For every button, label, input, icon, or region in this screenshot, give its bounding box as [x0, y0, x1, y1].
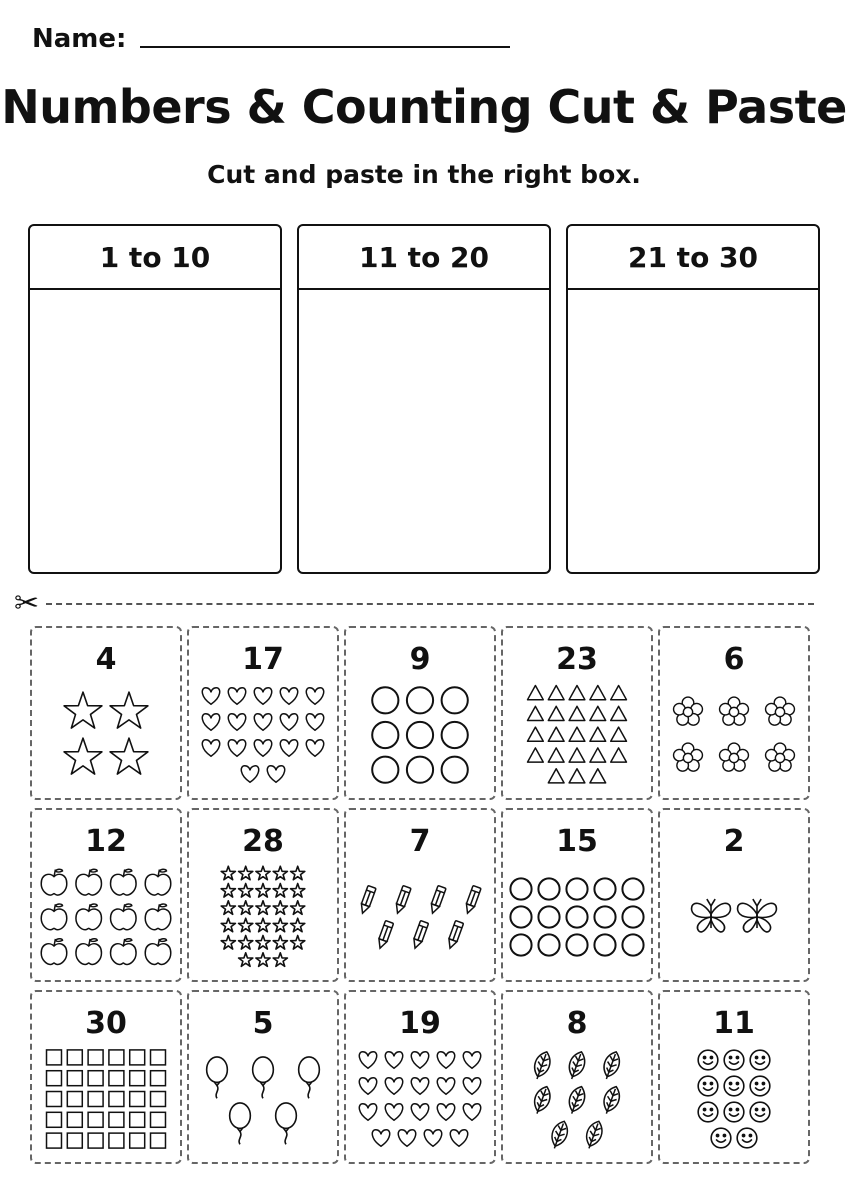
pencil-icon — [411, 921, 428, 950]
heart-icon — [359, 1104, 376, 1120]
apple-icon — [76, 904, 102, 930]
bin-1-to-10[interactable] — [28, 224, 282, 574]
circle-icon — [372, 687, 398, 713]
triangle-icon — [528, 727, 544, 741]
star-icon — [273, 918, 287, 932]
circle-icon — [510, 934, 531, 955]
card-number: 28 — [242, 824, 284, 859]
star-icon — [291, 884, 305, 898]
square-icon — [151, 1133, 166, 1148]
star-icon — [291, 936, 305, 950]
apple-icon — [41, 869, 67, 895]
smiley-icon — [750, 1076, 770, 1096]
smiley-icon — [724, 1050, 744, 1070]
star-icon — [256, 936, 270, 950]
square-icon — [47, 1133, 62, 1148]
card-number: 30 — [85, 1006, 127, 1041]
circle-icon — [407, 722, 433, 748]
square-icon — [109, 1050, 124, 1065]
card-number: 12 — [85, 824, 127, 859]
triangle-icon — [590, 706, 606, 720]
triangle-icon — [548, 769, 564, 783]
card-number: 5 — [252, 1006, 274, 1041]
star-icon — [256, 918, 270, 932]
heart-icon-group — [350, 1044, 490, 1154]
number-card[interactable] — [187, 808, 339, 982]
flower-icon — [720, 743, 749, 771]
balloon-icon — [276, 1103, 297, 1144]
triangle-icon — [569, 769, 585, 783]
leaf-icon — [548, 1119, 571, 1151]
star-icon-group — [193, 862, 333, 972]
balloon-icon-group — [193, 1044, 333, 1154]
circle-icon — [510, 878, 531, 899]
flower-icon — [766, 697, 795, 725]
flower-icon — [766, 743, 795, 771]
triangle-icon — [611, 706, 627, 720]
heart-icon — [385, 1104, 402, 1120]
leaf-icon — [582, 1119, 605, 1151]
triangle-icon — [528, 706, 544, 720]
square-icon — [67, 1092, 82, 1107]
heart-icon — [202, 688, 219, 704]
bin-21-to-30[interactable] — [566, 224, 820, 574]
card-number: 17 — [242, 642, 284, 677]
circle-icon — [407, 687, 433, 713]
heart-icon — [254, 688, 271, 704]
circle-icon — [372, 722, 398, 748]
leaf-icon — [530, 1084, 553, 1116]
number-card[interactable] — [187, 626, 339, 800]
number-card[interactable] — [30, 808, 182, 982]
star-icon — [110, 738, 148, 774]
pencil-icon — [429, 886, 446, 915]
heart-icon — [280, 714, 297, 730]
triangle-icon-group — [507, 680, 647, 790]
number-card[interactable] — [30, 990, 182, 1164]
star-icon — [256, 953, 270, 967]
cut-line — [14, 586, 814, 621]
circle-icon — [538, 878, 559, 899]
square-icon — [130, 1050, 145, 1065]
flower-icon-group — [664, 680, 804, 790]
star-icon — [273, 866, 287, 880]
balloon-icon — [299, 1057, 320, 1098]
circle-icon — [442, 757, 468, 783]
heart-icon — [280, 688, 297, 704]
star-icon — [256, 866, 270, 880]
bin-label: 1 to 10 — [30, 226, 280, 290]
leaf-icon — [565, 1084, 588, 1116]
heart-icon — [280, 740, 297, 756]
circle-icon — [538, 906, 559, 927]
smiley-icon — [698, 1050, 718, 1070]
triangle-icon — [590, 686, 606, 700]
star-icon — [239, 884, 253, 898]
card-number: 7 — [409, 824, 431, 859]
card-number: 4 — [95, 642, 117, 677]
name-label: Name: — [32, 24, 127, 54]
heart-icon — [437, 1078, 454, 1094]
square-icon — [47, 1112, 62, 1127]
circle-icon-group — [507, 862, 647, 972]
pencil-icon — [359, 886, 376, 915]
circle-icon — [372, 757, 398, 783]
number-card[interactable] — [501, 626, 653, 800]
heart-icon — [424, 1130, 441, 1146]
name-field-line[interactable] — [140, 46, 510, 48]
triangle-icon — [548, 686, 564, 700]
star-icon — [64, 738, 102, 774]
star-icon — [221, 901, 235, 915]
triangle-icon — [548, 727, 564, 741]
smiley-icon — [698, 1076, 718, 1096]
heart-icon — [450, 1130, 467, 1146]
apple-icon — [145, 869, 171, 895]
number-card[interactable] — [344, 808, 496, 982]
card-number: 9 — [409, 642, 431, 677]
pencil-icon — [464, 886, 481, 915]
square-icon — [88, 1112, 103, 1127]
leaf-icon — [600, 1049, 623, 1081]
circle-icon — [566, 934, 587, 955]
bin-drop-area[interactable] — [30, 290, 280, 572]
square-icon — [88, 1092, 103, 1107]
apple-icon — [111, 904, 137, 930]
cut-out-cards — [30, 626, 814, 1166]
heart-icon — [306, 740, 323, 756]
square-icon — [130, 1092, 145, 1107]
square-icon — [88, 1133, 103, 1148]
triangle-icon — [569, 748, 585, 762]
heart-icon — [437, 1104, 454, 1120]
bin-label: 21 to 30 — [568, 226, 818, 290]
smiley-icon — [750, 1050, 770, 1070]
page-title: Numbers & Counting Cut & Paste — [1, 80, 847, 134]
star-icon — [273, 884, 287, 898]
leaf-icon — [530, 1049, 553, 1081]
pencil-icon — [446, 921, 463, 950]
heart-icon — [359, 1078, 376, 1094]
star-icon-group — [36, 680, 176, 790]
star-icon — [291, 918, 305, 932]
square-icon — [88, 1050, 103, 1065]
star-icon — [239, 866, 253, 880]
card-number: 11 — [713, 1006, 755, 1041]
number-card[interactable] — [344, 626, 496, 800]
star-icon — [221, 936, 235, 950]
number-card[interactable] — [187, 990, 339, 1164]
star-icon — [239, 901, 253, 915]
smiley-icon — [724, 1102, 744, 1122]
heart-icon — [463, 1052, 480, 1068]
heart-icon — [437, 1052, 454, 1068]
circle-icon — [594, 934, 615, 955]
triangle-icon — [528, 686, 544, 700]
heart-icon — [267, 766, 284, 782]
heart-icon — [241, 766, 258, 782]
bin-drop-area[interactable] — [299, 290, 549, 572]
apple-icon — [111, 869, 137, 895]
pencil-icon — [376, 921, 393, 950]
circle-icon — [407, 757, 433, 783]
triangle-icon — [528, 748, 544, 762]
balloon-icon — [207, 1057, 228, 1098]
number-card[interactable] — [658, 990, 810, 1164]
star-icon — [273, 953, 287, 967]
square-icon — [67, 1133, 82, 1148]
star-icon — [239, 918, 253, 932]
triangle-icon — [569, 727, 585, 741]
heart-icon — [372, 1130, 389, 1146]
triangle-icon — [611, 727, 627, 741]
star-icon — [239, 936, 253, 950]
heart-icon — [411, 1078, 428, 1094]
heart-icon — [463, 1104, 480, 1120]
card-number: 8 — [566, 1006, 588, 1041]
circle-icon-group — [350, 680, 490, 790]
star-icon — [256, 901, 270, 915]
circle-icon — [594, 906, 615, 927]
smiley-icon — [711, 1128, 731, 1148]
heart-icon — [398, 1130, 415, 1146]
circle-icon — [566, 906, 587, 927]
apple-icon — [145, 904, 171, 930]
star-icon — [239, 953, 253, 967]
balloon-icon — [253, 1057, 274, 1098]
leaf-icon-group — [507, 1044, 647, 1154]
number-card[interactable] — [344, 990, 496, 1164]
triangle-icon — [569, 686, 585, 700]
star-icon — [273, 936, 287, 950]
butterfly-icon — [692, 899, 731, 932]
circle-icon — [538, 934, 559, 955]
square-icon — [151, 1112, 166, 1127]
smiley-icon-group — [664, 1044, 804, 1154]
number-card[interactable] — [658, 626, 810, 800]
square-icon — [109, 1133, 124, 1148]
instruction-text: Cut and paste in the right box. — [207, 160, 641, 189]
square-icon — [151, 1071, 166, 1086]
circle-icon — [442, 722, 468, 748]
heart-icon — [385, 1078, 402, 1094]
pencil-icon — [394, 886, 411, 915]
circle-icon — [510, 906, 531, 927]
butterfly-icon-group — [664, 862, 804, 972]
circle-icon — [442, 687, 468, 713]
dashed-line — [46, 603, 814, 605]
heart-icon — [228, 740, 245, 756]
triangle-icon — [569, 706, 585, 720]
square-icon — [67, 1050, 82, 1065]
square-icon — [67, 1071, 82, 1086]
apple-icon — [76, 939, 102, 965]
star-icon — [256, 884, 270, 898]
flower-icon — [674, 697, 703, 725]
star-icon — [221, 918, 235, 932]
square-icon — [47, 1092, 62, 1107]
square-icon — [109, 1112, 124, 1127]
triangle-icon — [590, 748, 606, 762]
star-icon — [291, 866, 305, 880]
apple-icon — [76, 869, 102, 895]
flower-icon — [720, 697, 749, 725]
smiley-icon — [750, 1102, 770, 1122]
square-icon — [130, 1071, 145, 1086]
square-icon — [130, 1133, 145, 1148]
triangle-icon — [548, 748, 564, 762]
star-icon — [273, 901, 287, 915]
number-card[interactable] — [501, 808, 653, 982]
number-card[interactable] — [501, 990, 653, 1164]
heart-icon — [254, 714, 271, 730]
number-card[interactable] — [658, 808, 810, 982]
bin-drop-area[interactable] — [568, 290, 818, 572]
square-icon — [151, 1050, 166, 1065]
star-icon — [221, 866, 235, 880]
leaf-icon — [600, 1084, 623, 1116]
square-icon — [130, 1112, 145, 1127]
heart-icon — [306, 714, 323, 730]
circle-icon — [622, 906, 643, 927]
apple-icon — [111, 939, 137, 965]
name-row — [32, 24, 510, 54]
smiley-icon — [698, 1102, 718, 1122]
heart-icon — [306, 688, 323, 704]
apple-icon — [41, 904, 67, 930]
number-card[interactable] — [30, 626, 182, 800]
square-icon-group — [36, 1044, 176, 1154]
heart-icon — [359, 1052, 376, 1068]
smiley-icon — [737, 1128, 757, 1148]
square-icon — [88, 1071, 103, 1086]
triangle-icon — [590, 727, 606, 741]
triangle-icon — [590, 769, 606, 783]
heart-icon — [411, 1104, 428, 1120]
star-icon — [110, 692, 148, 728]
balloon-icon — [230, 1103, 251, 1144]
heart-icon — [202, 740, 219, 756]
card-number: 2 — [723, 824, 745, 859]
pencil-icon-group — [350, 862, 490, 972]
card-number: 6 — [723, 642, 745, 677]
heart-icon — [228, 714, 245, 730]
apple-icon-group — [36, 862, 176, 972]
square-icon — [47, 1050, 62, 1065]
smiley-icon — [724, 1076, 744, 1096]
bin-11-to-20[interactable] — [297, 224, 551, 574]
triangle-icon — [548, 706, 564, 720]
sorting-bins — [28, 224, 820, 576]
triangle-icon — [611, 686, 627, 700]
circle-icon — [622, 878, 643, 899]
card-number: 23 — [556, 642, 598, 677]
flower-icon — [674, 743, 703, 771]
circle-icon — [566, 878, 587, 899]
square-icon — [109, 1092, 124, 1107]
heart-icon — [411, 1052, 428, 1068]
leaf-icon — [565, 1049, 588, 1081]
star-icon — [64, 692, 102, 728]
heart-icon — [463, 1078, 480, 1094]
heart-icon-group — [193, 680, 333, 790]
scissors-icon: ✂ — [14, 586, 40, 621]
square-icon — [109, 1071, 124, 1086]
bin-label: 11 to 20 — [299, 226, 549, 290]
square-icon — [47, 1071, 62, 1086]
heart-icon — [228, 688, 245, 704]
circle-icon — [622, 934, 643, 955]
apple-icon — [41, 939, 67, 965]
circle-icon — [594, 878, 615, 899]
heart-icon — [385, 1052, 402, 1068]
card-number: 19 — [399, 1006, 441, 1041]
square-icon — [151, 1092, 166, 1107]
star-icon — [221, 884, 235, 898]
apple-icon — [145, 939, 171, 965]
butterfly-icon — [738, 899, 777, 932]
square-icon — [67, 1112, 82, 1127]
triangle-icon — [611, 748, 627, 762]
heart-icon — [254, 740, 271, 756]
heart-icon — [202, 714, 219, 730]
star-icon — [291, 901, 305, 915]
card-number: 15 — [556, 824, 598, 859]
